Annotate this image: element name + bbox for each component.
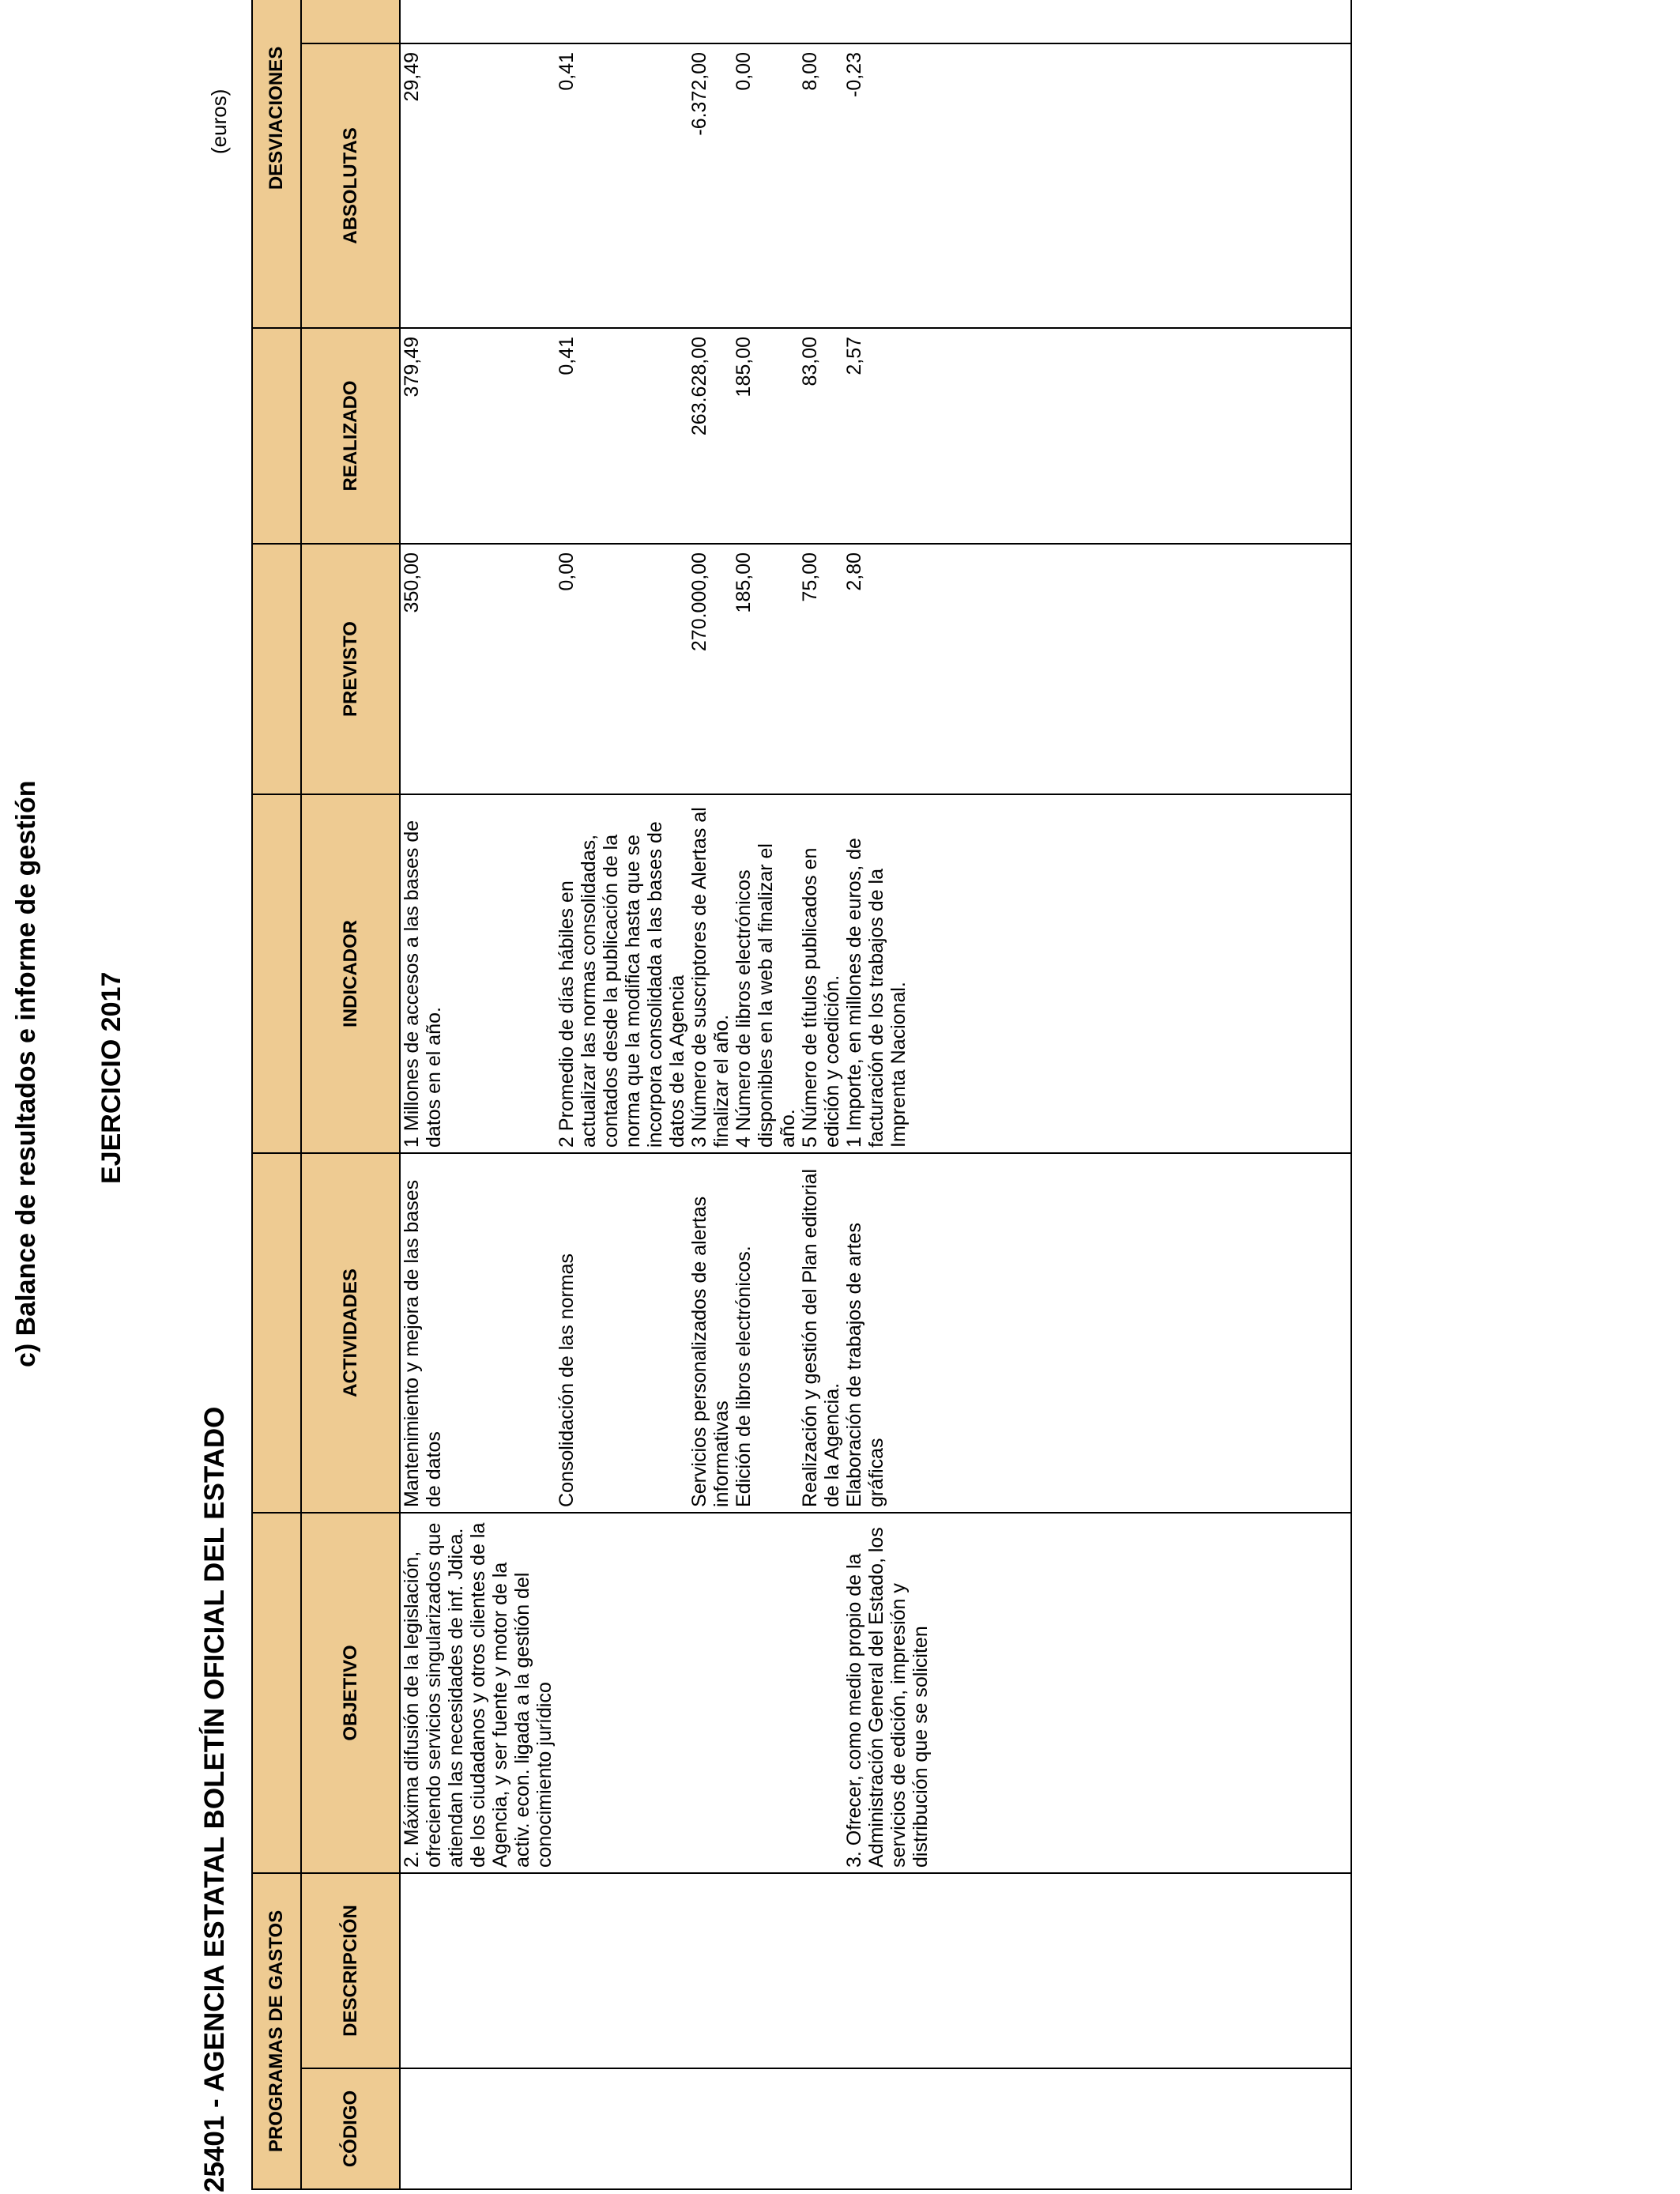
cell-codigo (688, 2068, 733, 2189)
cell-descripcion (843, 1873, 932, 2068)
cell-previsto: 270.000,00 (688, 544, 733, 794)
cell-objetivo (556, 1513, 688, 1873)
document-heading: c) Balance de resultados e informe de gestión (11, 780, 41, 1367)
cell-indicador: 4 Número de libros electrónicos disponibles en la web al finalizar el año. (733, 794, 799, 1153)
column-header-objetivo: OBJETIVO (301, 1513, 400, 1873)
cell-porcentaje (733, 0, 799, 43)
cell-actividades: Mantenimiento y mejora de las bases de datos (400, 1153, 556, 1513)
cell-realizado: 83,00 (799, 328, 843, 544)
table-row (400, 0, 556, 2189)
cell-codigo (799, 2068, 843, 2189)
empty-cell (932, 1513, 1351, 1873)
group-header-blank (252, 544, 301, 794)
cell-absolutas: 0,00 (733, 43, 799, 328)
column-header-descripcion: DESCRIPCIÓN (301, 1873, 400, 2068)
cell-realizado: 263.628,00 (688, 328, 733, 544)
table-row (688, 0, 733, 2189)
cell-absolutas: 29,49 (400, 43, 556, 328)
cell-absolutas: -0,23 (843, 43, 932, 328)
table-row (799, 0, 843, 2189)
cell-previsto: 2,80 (843, 544, 932, 794)
cell-descripcion (688, 1873, 733, 2068)
group-header-desviaciones: DESVIACIONES (252, 0, 301, 328)
cell-absolutas: -6.372,00 (688, 43, 733, 328)
column-header-actividades: ACTIVIDADES (301, 1153, 400, 1513)
cell-porcentaje (556, 0, 688, 43)
cell-indicador: 3 Número de suscriptores de Alertas al finalizar el año. (688, 794, 733, 1153)
group-header-blank (252, 328, 301, 544)
cell-indicador: 1 Importe, en millones de euros, de facturación de los trabajos de la Imprenta Nacional. (843, 794, 932, 1153)
cell-descripcion (556, 1873, 688, 2068)
column-header-previsto: PREVISTO (301, 544, 400, 794)
cell-actividades: Realización y gestión del Plan editorial de la Agencia. (799, 1153, 843, 1513)
cell-codigo (843, 2068, 932, 2189)
group-header-blank (252, 1153, 301, 1513)
cell-descripcion (799, 1873, 843, 2068)
empty-cell (932, 43, 1351, 328)
empty-cell (932, 2068, 1351, 2189)
table-row (733, 0, 799, 2189)
empty-cell (932, 544, 1351, 794)
table-row (556, 0, 688, 2189)
cell-objetivo: 3. Ofrecer, como medio propio de la Administración General del Estado, los servicios de edición, impresión y distribución que se soliciten (843, 1513, 932, 1873)
cell-porcentaje (843, 0, 932, 43)
empty-cell (932, 328, 1351, 544)
column-header-row (301, 0, 400, 2189)
cell-objetivo: 2. Máxima difusión de la legislación, ofreciendo servicios singularizados que atiendan las necesidades de inf. Jdica. de los ciudadanos y otros clientes de la Agencia, y ser fuente y motor de la activ. econ. ligada a la gestión del conocimiento jurídico (400, 1513, 556, 1873)
cell-actividades: Edición de libros electrónicos. (733, 1153, 799, 1513)
group-header-blank (252, 794, 301, 1153)
empty-cell (932, 1873, 1351, 2068)
table-row (843, 0, 932, 2189)
cell-actividades: Consolidación de las normas (556, 1153, 688, 1513)
column-header-porcentaje (301, 0, 400, 43)
results-table (251, 0, 1352, 2190)
fiscal-year-heading: EJERCICIO 2017 (96, 971, 126, 1184)
group-header-programas: PROGRAMAS DE GASTOS (252, 1873, 301, 2189)
cell-realizado: 2,57 (843, 328, 932, 544)
group-header-blank (252, 1513, 301, 1873)
cell-indicador: 5 Número de títulos publicados en edición y coedición. (799, 794, 843, 1153)
empty-cell (932, 794, 1351, 1153)
cell-objetivo (688, 1513, 733, 1873)
table-filler-row (932, 0, 1351, 2189)
cell-descripcion (400, 1873, 556, 2068)
cell-previsto: 185,00 (733, 544, 799, 794)
cell-previsto: 75,00 (799, 544, 843, 794)
empty-cell (932, 0, 1351, 43)
cell-porcentaje (688, 0, 733, 43)
column-header-codigo: CÓDIGO (301, 2068, 400, 2189)
cell-codigo (733, 2068, 799, 2189)
cell-absolutas: 0,41 (556, 43, 688, 328)
cell-realizado: 379,49 (400, 328, 556, 544)
cell-codigo (400, 2068, 556, 2189)
cell-previsto: 350,00 (400, 544, 556, 794)
column-header-absolutas: ABSOLUTAS (301, 43, 400, 328)
entity-title: 25401 - AGENCIA ESTATAL BOLETÍN OFICIAL DEL ESTADO (199, 1406, 230, 2192)
cell-realizado: 185,00 (733, 328, 799, 544)
units-note: (euros) (207, 89, 231, 154)
cell-objetivo (799, 1513, 843, 1873)
cell-actividades: Servicios personalizados de alertas informativas (688, 1153, 733, 1513)
cell-porcentaje (799, 0, 843, 43)
cell-indicador: 2 Promedio de días hábiles en actualizar las normas consolidadas, contados desde la publicación de la norma que la modifica hasta que se incorpora consolidada a las bases de datos de la Agencia (556, 794, 688, 1153)
cell-realizado: 0,41 (556, 328, 688, 544)
cell-objetivo (733, 1513, 799, 1873)
cell-absolutas: 8,00 (799, 43, 843, 328)
cell-indicador: 1 Millones de accesos a las bases de datos en el año. (400, 794, 556, 1153)
cell-codigo (556, 2068, 688, 2189)
empty-cell (932, 1153, 1351, 1513)
cell-previsto: 0,00 (556, 544, 688, 794)
cell-actividades: Elaboración de trabajos de artes gráficas (843, 1153, 932, 1513)
group-header-row (252, 0, 301, 2189)
column-header-indicador: INDICADOR (301, 794, 400, 1153)
cell-descripcion (733, 1873, 799, 2068)
cell-porcentaje (400, 0, 556, 43)
column-header-realizado: REALIZADO (301, 328, 400, 544)
